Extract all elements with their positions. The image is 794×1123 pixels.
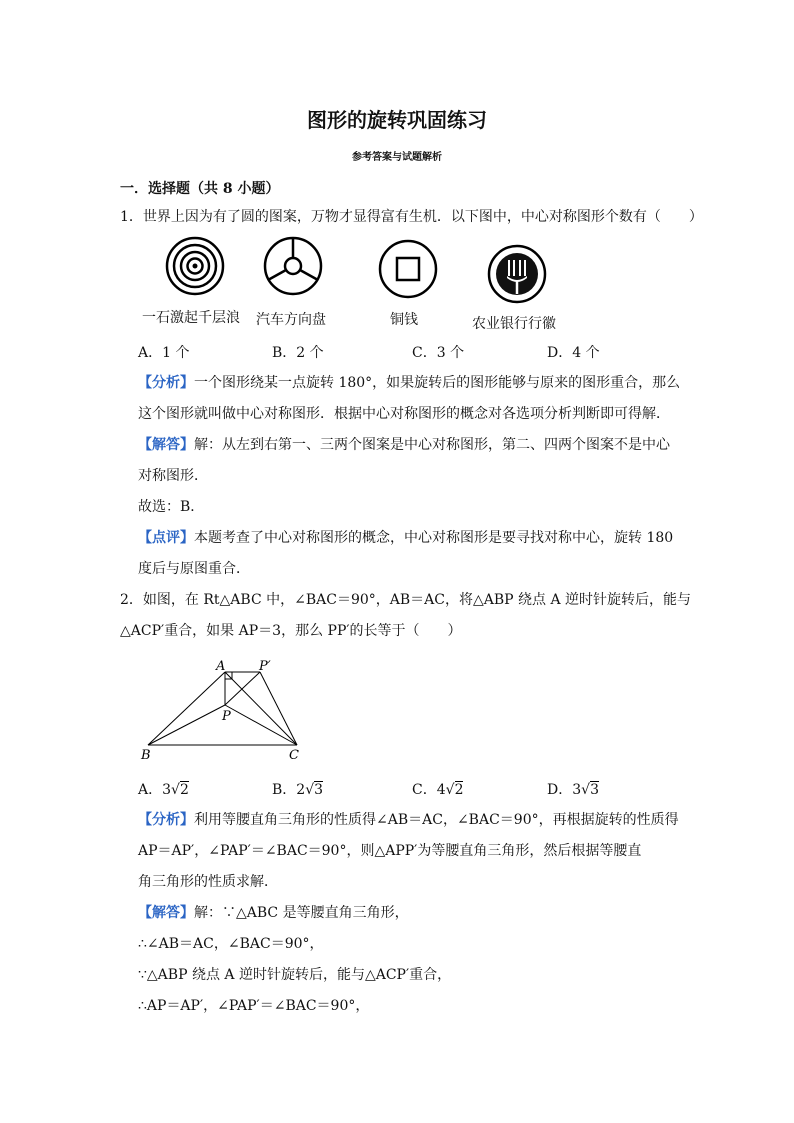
agricultural-bank-logo-icon <box>489 246 545 302</box>
q2-option-b: B．2√3 <box>272 782 324 798</box>
q1-option-d: D．4 个 <box>547 345 600 361</box>
q2-analysis-line-1: 【分析】利用等腰直角三角形的性质得∠AB＝AC，∠BAC＝90°，再根据旋转的性质得 <box>138 812 679 828</box>
q2-step-2: ∵△ABP 绕点 A 逆时针旋转后，能与△ACP′重合， <box>138 967 452 983</box>
label-p: P <box>222 709 231 724</box>
label-c: C <box>289 748 299 763</box>
q2-stem-line-1: 2．如图，在 Rt△ABC 中，∠BAC＝90°，AB＝AC，将△ABP 绕点 A 逆时针旋转后，能与 <box>120 592 692 608</box>
q1-stem: 1．世界上因为有了圆的图案，万物才显得富有生机．以下图中，中心对称图形个数有（ ） <box>120 209 703 225</box>
coin-icon <box>380 241 436 297</box>
q1-comment-line-2: 度后与原图重合． <box>138 561 250 577</box>
q1-answer-line-1: 【解答】解：从左到右第一、三两个图案是中心对称图形，第二、四两个图案不是中心 <box>138 437 670 453</box>
segment-pb <box>148 705 225 745</box>
q1-option-b: B．2 个 <box>272 345 324 361</box>
sqrt-icon: √ <box>581 782 591 798</box>
analysis-tag: 【分析】 <box>138 812 194 828</box>
q1-caption-3: 铜钱 <box>390 312 418 328</box>
page-subtitle: 参考答案与试题解析 <box>352 152 442 163</box>
q1-caption-4: 农业银行行徽 <box>472 316 556 332</box>
label-p-prime: P′ <box>259 659 271 674</box>
analysis-tag: 【分析】 <box>138 375 194 391</box>
label-a: A <box>216 659 226 674</box>
segment-ab <box>148 672 225 745</box>
page-title: 图形的旋转巩固练习 <box>307 108 487 132</box>
q1-answer-line-2: 对称图形． <box>138 468 208 484</box>
q1-figures <box>160 236 560 306</box>
segment-p1c <box>260 672 297 745</box>
q2-triangle-figure <box>135 652 315 767</box>
q1-option-c: C．3 个 <box>412 345 465 361</box>
q2-step-1: ∴∠AB＝AC，∠BAC＝90°， <box>138 936 324 952</box>
sqrt-icon: √ <box>171 782 180 798</box>
sqrt-icon: √ <box>305 782 315 798</box>
answer-tag: 【解答】 <box>138 437 194 453</box>
q2-answer-line-1: 【解答】解：∵△ABC 是等腰直角三角形， <box>138 905 409 921</box>
q2-step-3: ∴AP＝AP′，∠PAP′＝∠BAC＝90°， <box>138 998 370 1014</box>
steering-wheel-icon <box>265 238 321 294</box>
q2-analysis-line-2: AP＝AP′，∠PAP′＝∠BAC＝90°，则△APP′为等腰直角三角形，然后根据等腰直 <box>138 843 642 859</box>
q1-caption-2: 汽车方向盘 <box>256 312 326 328</box>
q1-choice: 故选：B． <box>138 499 205 515</box>
sqrt-icon: √ <box>445 782 455 798</box>
comment-tag: 【点评】 <box>138 530 194 546</box>
q2-option-c: C．4√2 <box>412 782 464 798</box>
q1-option-a: A．1 个 <box>138 345 190 361</box>
label-b: B <box>141 748 151 763</box>
q2-analysis-line-3: 角三角形的性质求解． <box>138 874 278 890</box>
q2-option-d: D．3√3 <box>547 782 599 798</box>
segment-pc <box>225 705 297 745</box>
q1-caption-1: 一石激起千层浪 <box>142 310 240 326</box>
ripple-icon <box>167 238 223 294</box>
section-heading: 一．选择题（共 8 小题） <box>120 181 280 197</box>
answer-tag: 【解答】 <box>138 905 194 921</box>
q2-option-a: A．3√2 <box>138 782 189 798</box>
q1-analysis-line-2: 这个图形就叫做中心对称图形．根据中心对称图形的概念对各选项分析判断即可得解． <box>138 406 670 422</box>
q1-comment-line-1: 【点评】本题考查了中心对称图形的概念，中心对称图形是要寻找对称中心，旋转 180 <box>138 530 674 546</box>
q2-stem-line-2: △ACP′重合，如果 AP＝3，那么 PP′的长等于（ ） <box>120 623 462 639</box>
q1-analysis-line-1: 【分析】一个图形绕某一点旋转 180°，如果旋转后的图形能够与原来的图形重合，那么 <box>138 375 681 391</box>
segment-ac <box>225 672 297 745</box>
